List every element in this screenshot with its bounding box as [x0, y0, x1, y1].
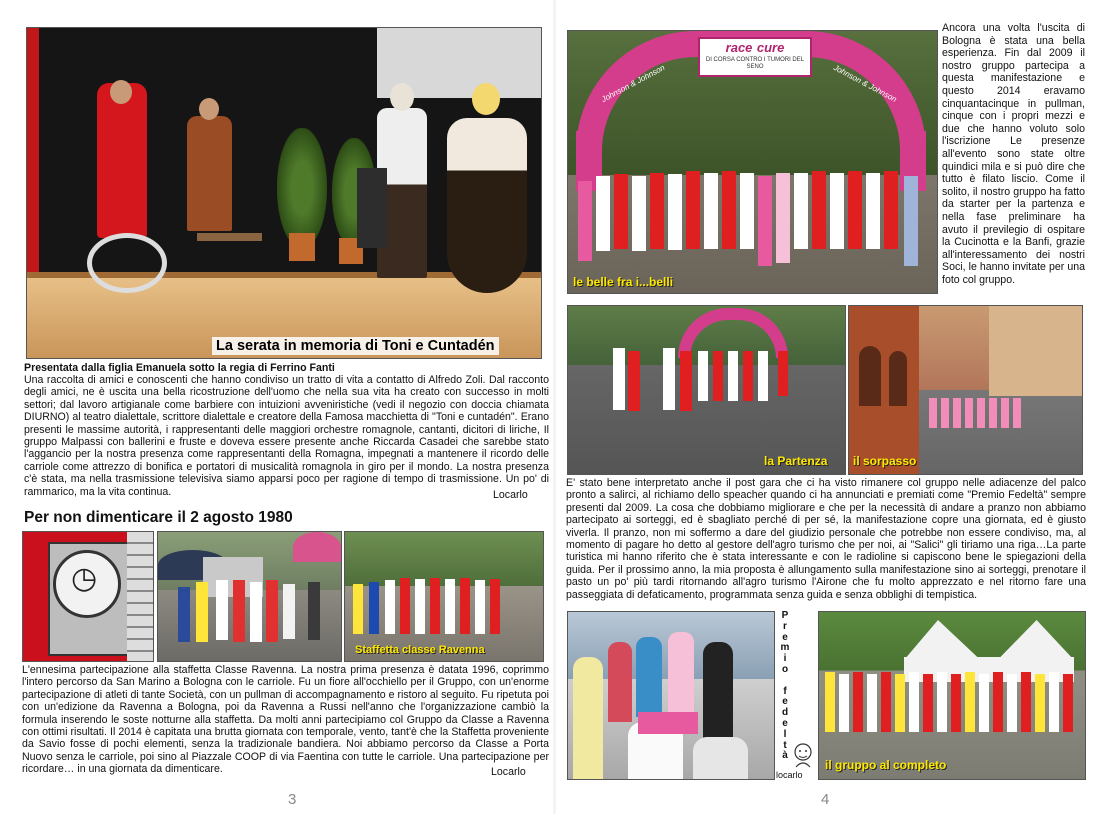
section-title: Per non dimenticare il 2 agosto 1980	[24, 509, 293, 526]
article1-signature: Locarlo	[493, 489, 528, 501]
arch-banner-race: race	[725, 40, 753, 55]
premio-letter: à	[782, 750, 788, 762]
intro-text: Ancora una volta l'uscita di Bologna è stata una bella esperienza. Fin dal 2009 il nostro gruppo partecipa a questa manifestazione e questo 2014 eravamo cinquantacinque in pullman, cinque con i propri mezzi e due che hanno voluto solo l'iscrizione Le presenze all'evento sono state oltre quindici mila e si può dire che tutto è filato liscio. Come il solito, il nostro gruppo ha fatto da starter per la partenza e nella fase preliminare ha avuto il previlegio di ospitare la Cucinotta e la Banfi, grazie all'interessamento dei nostri Soci, le hanno invitate per una foto col gruppo.	[942, 22, 1085, 286]
premio-letter: l	[783, 728, 787, 740]
gruppo-caption: il gruppo al completo	[825, 758, 947, 772]
sorpasso-caption: il sorpasso	[853, 454, 917, 468]
article1-heading: Presentata dalla figlia Emanuela sotto la regia di Ferrino Fanti	[24, 362, 335, 374]
page-number-right: 4	[821, 791, 830, 808]
article2-signature: Locarlo	[491, 766, 526, 778]
main-text: E' stato bene interpretato anche il post gara che ci ha visto rimanere col gruppo nelle adiacenze del palco pronto a salirci, al richiamo dello speacher quando ci ha annunciati e premiati come "Premio Fedeltà" sempre presenti dal 2009. La cosa che dobbiamo migliorare e che per la necessità di andare a pranzo non abbiamo partecipato ai sorteggi, ed è sbagliato perché di per sé, la manifestazione copre una giornata, ed è giusto viverla. Il pranzo, non mi soffermo a dare del giudizio personale che potrebbe non essere condiviso, ma, al momento di pagare ho detto al gestore dell'agro turismo che per noi, ai "Salici" gli tiriamo una riga…La parte turistica mi hanno riferito che è stata interessante e con le radioline si capiscono bene le spiegazioni della guida. Per il prossimo anno, la mia proposta è allungamento sulla manifestazione sino ai sorteggi, prenotare il pasto un po' più tardi ritornando all'agro turismo l'Airone che fu molto apprezzato e nel ritorno fare una passeggiata di defaticamento, programmata senza guida e senza obblighi di tempistica.	[566, 477, 1086, 601]
page-number-left: 3	[288, 791, 297, 808]
arch-banner-cure: cure	[756, 40, 785, 55]
premio-letter: o	[781, 663, 789, 675]
clock-icon: ◷	[71, 562, 98, 595]
article1-body: Una raccolta di amici e conoscenti che hanno condiviso un tratto di vita a contatto di Alfredo Zoli. Dal racconto degli amici, ne è uscita una bella ricostruzione dell'uomo che nella sua vita ha creato con successo in molti settori; dal lavoro artigianale come barbiere con intuizioni avveniristiche (vedi il negozio con doccia chiamata DIURNO) al teatro dialettale, scrittore dialettale e creatore della Famosa macchietta di "Toni e cuntadén". Erano presenti le massime autorità, i rappresentanti delle maggiori orchestre romagnole, cantanti, dicitori di liriche, Il gruppo Malpassi con ballerini e fruste e doveva essere presente anche Riccarda Casadei che sarebbe stato l'aggancio per la nostra presenza come rappresentanti della Romagna, impegnati a mantenere il ricordo delle carriole come attrezzo di bonifica e portatori di musicalità romagnola in giro per il mondo. La nostra presenza c'è stata, ma nella trasmissione televisiva siamo apparsi poco per ragione di tempo di trasmissione. Un po' di rammarico, ma la vita continua.	[24, 374, 549, 498]
premio-vertical-label	[778, 610, 792, 761]
staffetta-photo	[344, 531, 544, 662]
partenza-caption: la Partenza	[764, 454, 828, 468]
premio-letter: m	[780, 642, 790, 654]
premio-letter: P	[781, 610, 789, 621]
belle-caption: le belle fra i...belli	[573, 275, 674, 289]
author-face-icon	[792, 742, 814, 768]
partenza-photo	[567, 305, 846, 475]
premio-letter: f	[783, 685, 787, 697]
premio-letter: t	[783, 739, 787, 751]
premio-letter: e	[782, 696, 788, 708]
stage-photo-caption: La serata in memoria di Toni e Cuntadén	[212, 337, 499, 355]
race-arch-photo	[567, 30, 938, 294]
author-sketch-label: locarlo	[776, 770, 803, 780]
arch-sponsor-left: Johnson & Johnson	[600, 63, 667, 104]
right-page	[556, 0, 1110, 814]
staffetta-caption: Staffetta classe Ravenna	[355, 644, 485, 656]
stage-photo	[26, 27, 542, 359]
premio-letter: d	[781, 707, 789, 719]
author-sketch	[792, 742, 814, 768]
premio-letter: i	[783, 653, 787, 665]
gruppo-photo	[818, 611, 1086, 780]
premio-letter	[778, 675, 792, 686]
article2-body: L'ennesima partecipazione alla staffetta Classe Ravenna. La nostra prima presenza è datata 1996, coprimmo l'intero percorso da San Marino a Bologna con le carriole. Fu un fiore all'occhiello per il Gruppo, con un'enorme partecipazione di atleti di tante Società, con un pullman di accompagnamento e ristoro al seguito. Fu ripetuta poi con un'edizione da Ravenna a Bologna, poi da Ravenna a Russi nell'anno che l'organizzazione cambiò la formula inserendo le soste notturne alla staffetta. Da molti anni partecipiamo col Gruppo da Classe a Ravenna con ottimi risultati. Il 2014 è capitata una brutta giornata con temporale, vento, tant'è che la Staffetta proveniente da Savio fosse di pochi elementi, senza la tradizionale bandiera. Noi abbiamo percorso da Classe a Porta Nuovo senza le carriole, poi sino al Piazzale COOP di via Faentina con tutte le carriole. Una partecipazione per ricordare… in una giornata da dimenticare.	[22, 664, 549, 776]
clock-photo	[22, 531, 154, 662]
premio-letter: e	[782, 717, 788, 729]
premio-photo	[567, 611, 775, 780]
arch-banner-tagline: DI CORSA CONTRO I TUMORI DEL SENO	[705, 57, 805, 70]
arch-banner	[698, 37, 812, 77]
premio-letter: e	[782, 631, 788, 643]
rain-group-photo	[157, 531, 342, 662]
sorpasso-photo	[848, 305, 1083, 475]
left-page	[0, 0, 553, 814]
arch-sponsor-right: Johnson & Johnson	[832, 63, 899, 104]
premio-letter: r	[783, 620, 787, 632]
